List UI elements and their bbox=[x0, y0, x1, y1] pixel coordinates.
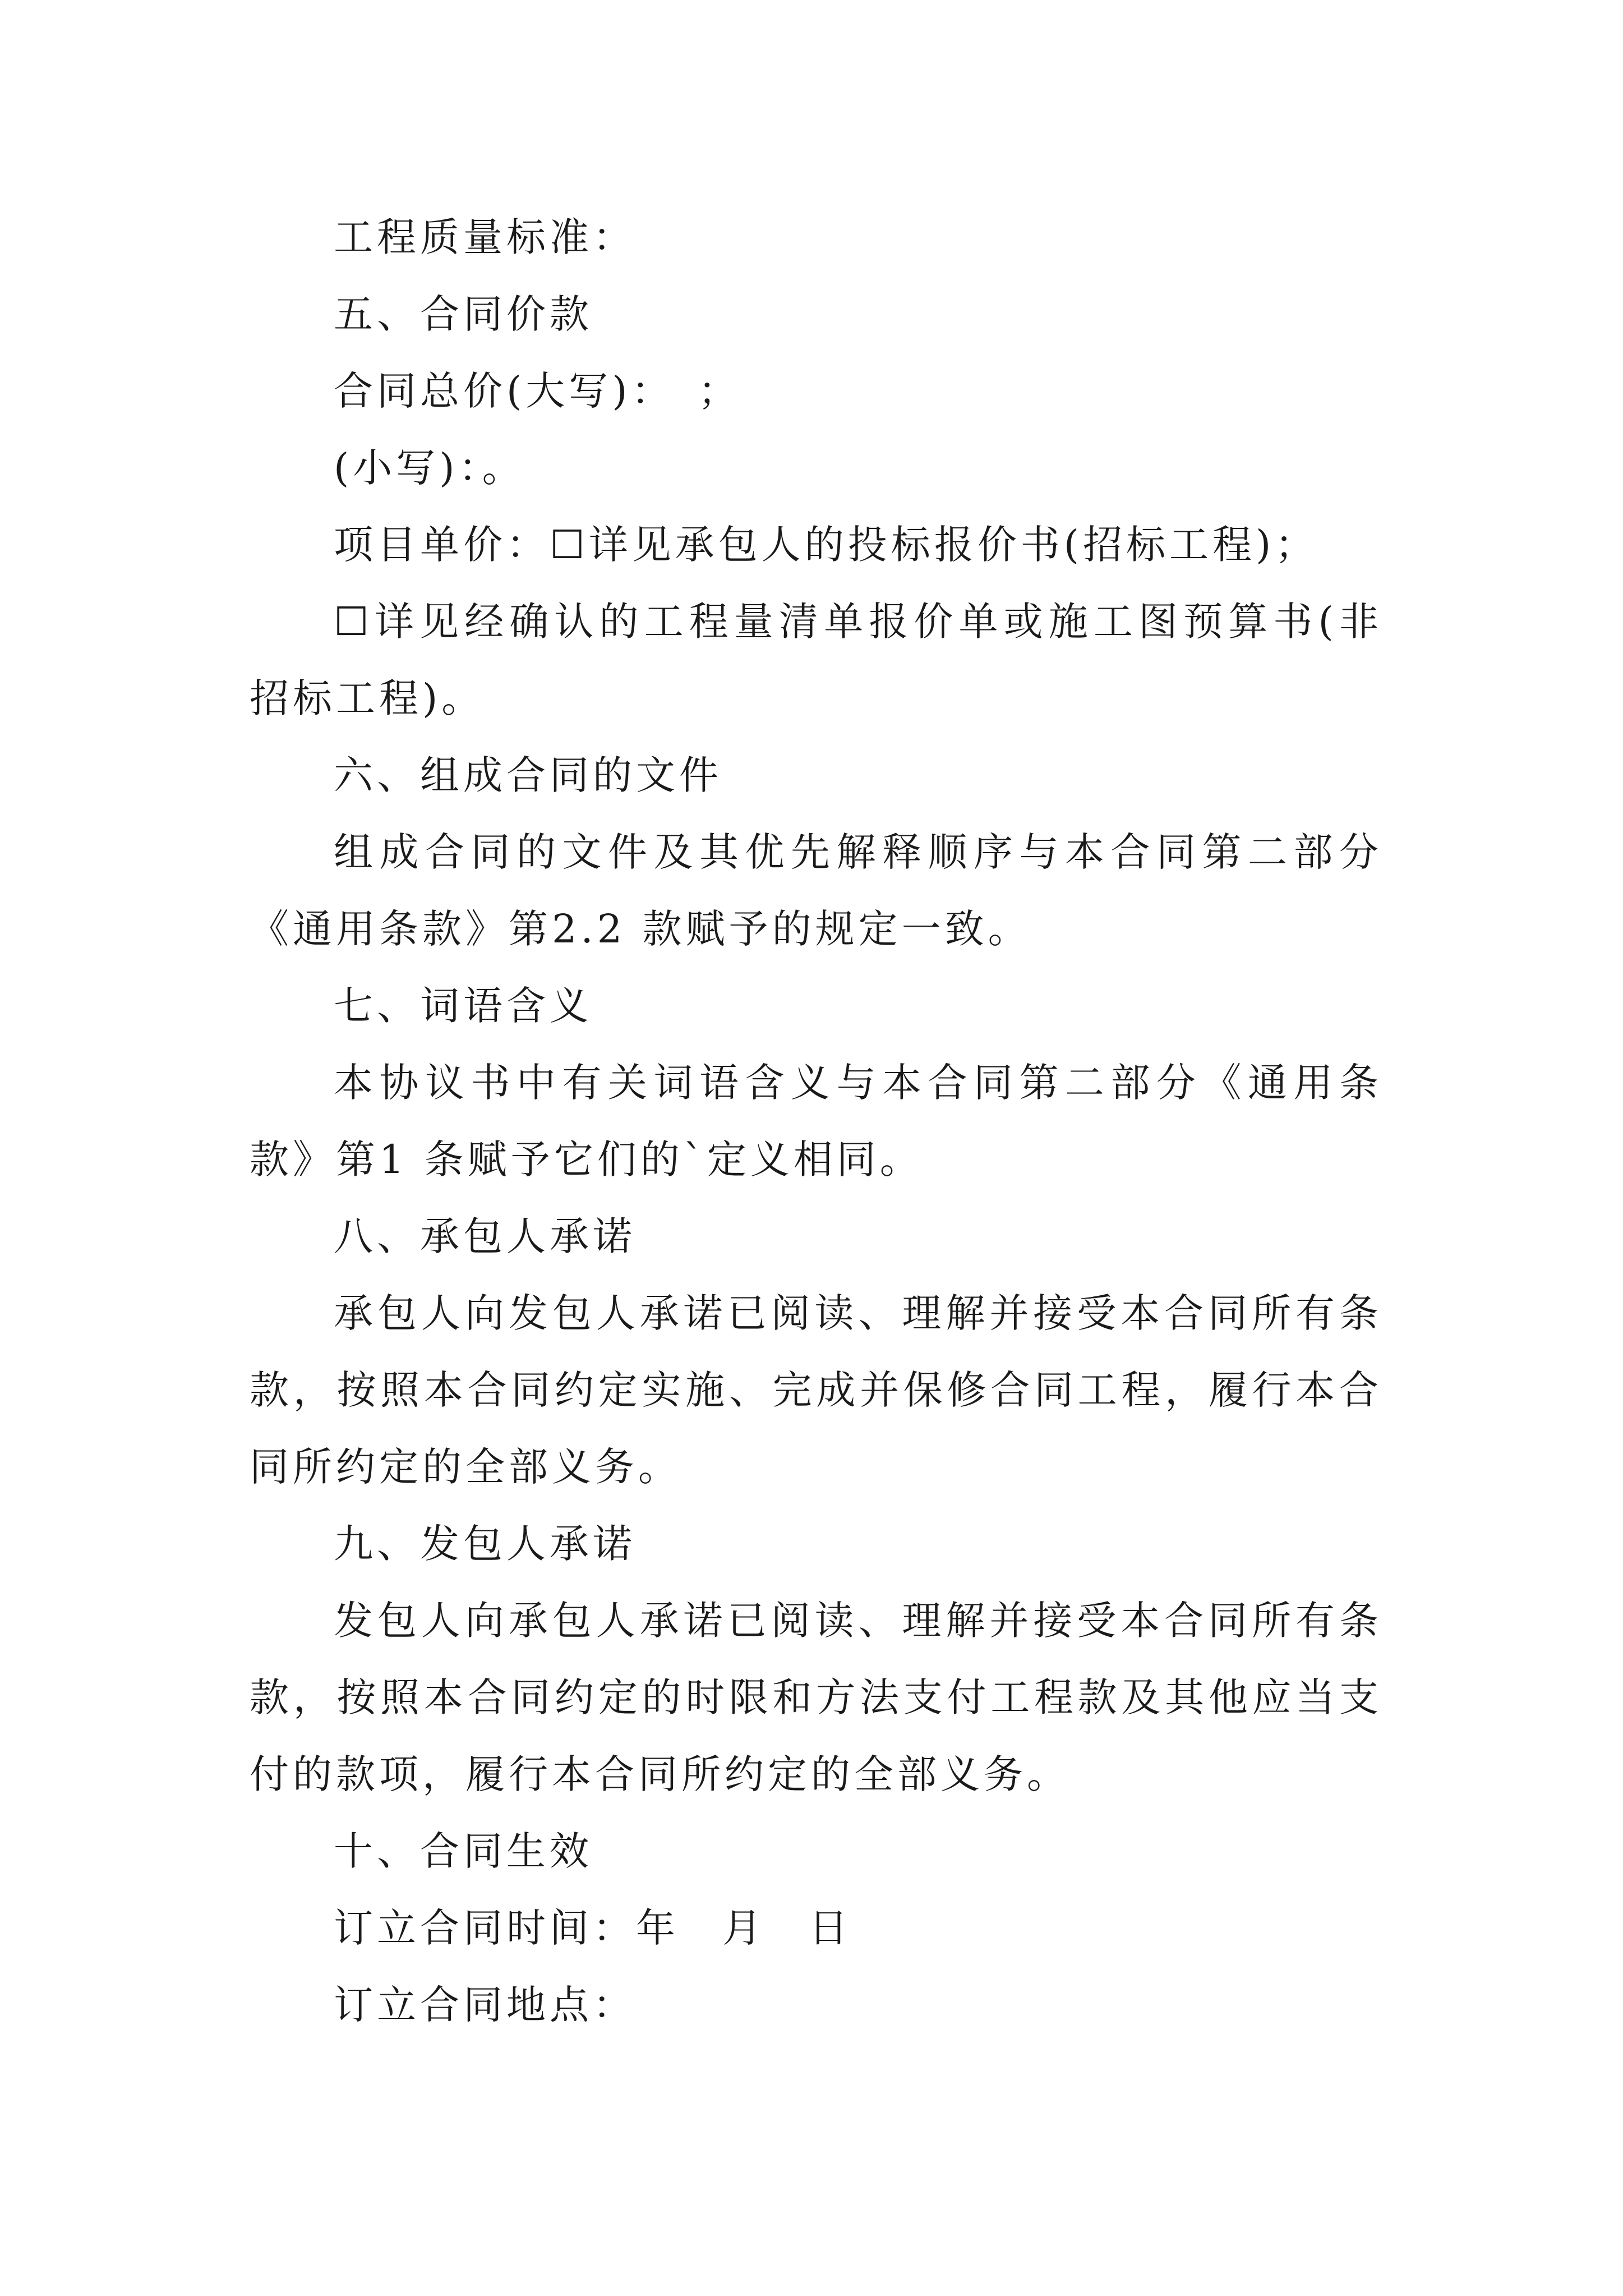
definitions-paragraph: 本协议书中有关词语含义与本合同第二部分《通用条款》第1 条赋予它们的`定义相同。 bbox=[250, 1060, 1382, 1182]
section-heading-employer-commitment: 九、发包人承诺 bbox=[334, 1521, 636, 1567]
total-price-lowercase-line: (小写)：。 bbox=[334, 445, 525, 491]
signing-date-line: 订立合同时间：年 月 日 bbox=[334, 1905, 852, 1951]
signing-place-line: 订立合同地点： bbox=[334, 1982, 636, 2028]
contractor-commitment-paragraph: 承包人向发包人承诺已阅读、理解并接受本合同所有条款，按照本合同约定实施、完成并保修合同工程，履行本合同所约定的全部义务。 bbox=[250, 1290, 1382, 1490]
section-heading-contractor-commitment: 八、承包人承诺 bbox=[334, 1213, 636, 1259]
section-heading-contract-price: 五、合同价款 bbox=[334, 291, 593, 337]
contract-documents-paragraph: 组成合同的文件及其优先解释顺序与本合同第二部分《通用条款》第2.2 款赋予的规定一致。 bbox=[250, 829, 1382, 952]
employer-commitment-paragraph: 发包人向承包人承诺已阅读、理解并接受本合同所有条款，按照本合同约定的时限和方法支付工程款及其他应当支付的款项，履行本合同所约定的全部义务。 bbox=[250, 1598, 1382, 1797]
contract-text bbox=[250, 199, 1382, 2044]
section-heading-definitions: 七、词语含义 bbox=[334, 983, 593, 1029]
total-price-uppercase-line: 合同总价(大写)： ； bbox=[334, 368, 741, 414]
quality-standard-line: 工程质量标准： bbox=[334, 214, 636, 260]
unit-price-non-tender-paragraph: ☐详见经确认的工程量清单报价单或施工图预算书(非招标工程)。 bbox=[250, 599, 1382, 721]
unit-price-tender-line: 项目单价：☐详见承包人的投标报价书(招标工程)； bbox=[334, 522, 1318, 568]
section-heading-contract-documents: 六、组成合同的文件 bbox=[334, 752, 722, 798]
section-heading-contract-effect: 十、合同生效 bbox=[334, 1828, 593, 1874]
